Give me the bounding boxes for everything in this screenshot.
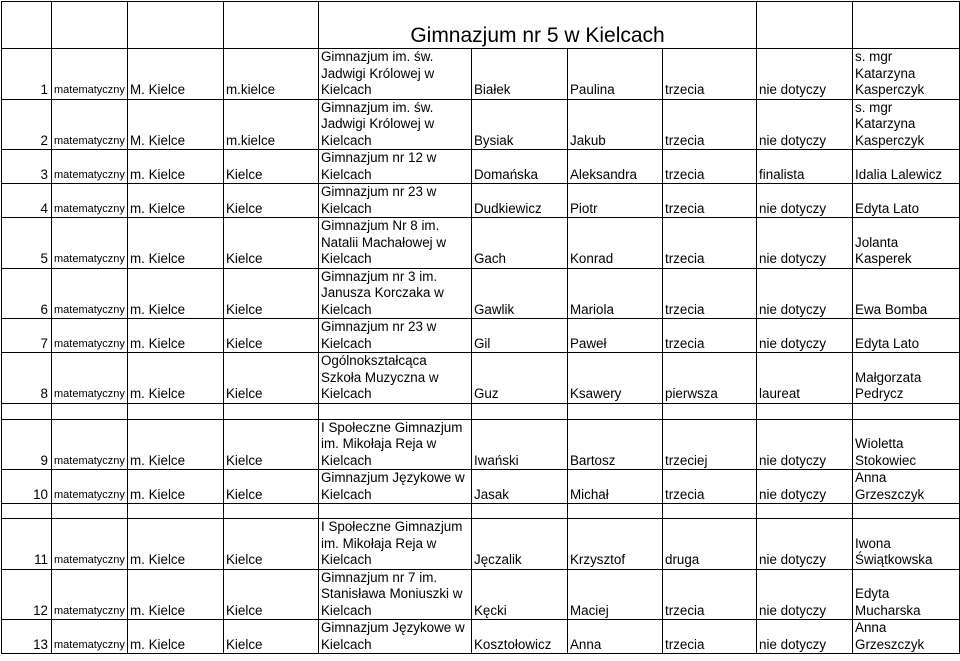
- city-cell: Kielce: [224, 268, 319, 319]
- grade-cell: trzecia: [663, 470, 757, 504]
- grade-cell: trzecia: [663, 569, 757, 620]
- region-cell: m. Kielce: [128, 319, 224, 353]
- region-cell: M. Kielce: [128, 49, 224, 100]
- region-cell: m. Kielce: [128, 419, 224, 470]
- result-cell: laureat: [757, 353, 853, 404]
- table-row: [2, 99, 960, 150]
- surname-cell: Jasak: [472, 470, 568, 504]
- page-title: Gimnazjum nr 5 w Kielcach: [319, 2, 757, 49]
- city-cell: Kielce: [224, 353, 319, 404]
- school-cell: I Społeczne Gimnazjum im. Mikołaja Reja w Kielcach: [319, 419, 472, 470]
- teacher-cell: Wioletta Stokowiec: [853, 419, 960, 470]
- result-cell: nie dotyczy: [757, 218, 853, 269]
- name-cell: Piotr: [568, 184, 663, 218]
- teacher-cell: Idalia Lalewicz: [853, 150, 960, 184]
- row-number: 9: [2, 419, 52, 470]
- name-cell: Krzysztof: [568, 519, 663, 570]
- region-cell: m. Kielce: [128, 184, 224, 218]
- table-row: [2, 353, 960, 404]
- surname-cell: Guz: [472, 353, 568, 404]
- region-cell: m. Kielce: [128, 519, 224, 570]
- city-cell: Kielce: [224, 150, 319, 184]
- name-cell: Paweł: [568, 319, 663, 353]
- surname-cell: Gil: [472, 319, 568, 353]
- teacher-cell: Anna Grzeszczyk: [853, 470, 960, 504]
- school-cell: Gimnazjum Językowe w Kielcach: [319, 620, 472, 654]
- subject-cell: matematyczny: [52, 470, 128, 504]
- school-cell: Ogólnokształcąca Szkoła Muzyczna w Kielcach: [319, 353, 472, 404]
- subject-cell: matematyczny: [52, 353, 128, 404]
- school-cell: Gimnazjum im. św. Jadwigi Królowej w Kielcach: [319, 49, 472, 100]
- surname-cell: Jęczalik: [472, 519, 568, 570]
- school-cell: I Społeczne Gimnazjum im. Mikołaja Reja w Kielcach: [319, 519, 472, 570]
- city-cell: m.kielce: [224, 49, 319, 100]
- subject-cell: matematyczny: [52, 620, 128, 654]
- row-number: 5: [2, 218, 52, 269]
- grade-cell: trzecia: [663, 620, 757, 654]
- school-cell: Gimnazjum nr 7 im. Stanisława Moniuszki w Kielcach: [319, 569, 472, 620]
- grade-cell: trzecia: [663, 184, 757, 218]
- city-cell: Kielce: [224, 319, 319, 353]
- teacher-cell: Jolanta Kasperek: [853, 218, 960, 269]
- result-cell: finalista: [757, 150, 853, 184]
- school-cell: Gimnazjum Językowe w Kielcach: [319, 470, 472, 504]
- region-cell: m. Kielce: [128, 569, 224, 620]
- row-number: 6: [2, 268, 52, 319]
- subject-cell: matematyczny: [52, 268, 128, 319]
- result-cell: nie dotyczy: [757, 519, 853, 570]
- region-cell: m. Kielce: [128, 353, 224, 404]
- subject-cell: matematyczny: [52, 569, 128, 620]
- city-cell: Kielce: [224, 218, 319, 269]
- school-cell: Gimnazjum im. św. Jadwigi Królowej w Kielcach: [319, 99, 472, 150]
- result-cell: nie dotyczy: [757, 319, 853, 353]
- grade-cell: trzecia: [663, 319, 757, 353]
- region-cell: M. Kielce: [128, 99, 224, 150]
- school-cell: Gimnazjum nr 3 im. Janusza Korczaka w Kielcach: [319, 268, 472, 319]
- table-row: [2, 620, 960, 654]
- school-cell: Gimnazjum nr 23 w Kielcach: [319, 184, 472, 218]
- surname-cell: Dudkiewicz: [472, 184, 568, 218]
- name-cell: Ksawery: [568, 353, 663, 404]
- name-cell: Aleksandra: [568, 150, 663, 184]
- name-cell: Paulina: [568, 49, 663, 100]
- grade-cell: trzecia: [663, 49, 757, 100]
- table-row: [2, 419, 960, 470]
- row-number: 11: [2, 519, 52, 570]
- city-cell: Kielce: [224, 519, 319, 570]
- table-row: [2, 268, 960, 319]
- region-cell: m. Kielce: [128, 268, 224, 319]
- city-cell: m.kielce: [224, 99, 319, 150]
- surname-cell: Kęcki: [472, 569, 568, 620]
- name-cell: Maciej: [568, 569, 663, 620]
- row-number: 10: [2, 470, 52, 504]
- subject-cell: matematyczny: [52, 519, 128, 570]
- name-cell: Mariola: [568, 268, 663, 319]
- region-cell: m. Kielce: [128, 218, 224, 269]
- subject-cell: matematyczny: [52, 150, 128, 184]
- table-row: [2, 184, 960, 218]
- teacher-cell: Małgorzata Pedrycz: [853, 353, 960, 404]
- subject-cell: matematyczny: [52, 218, 128, 269]
- teacher-cell: Edyta Lato: [853, 319, 960, 353]
- subject-cell: matematyczny: [52, 99, 128, 150]
- region-cell: m. Kielce: [128, 620, 224, 654]
- teacher-cell: s. mgr Katarzyna Kasperczyk: [853, 99, 960, 150]
- teacher-cell: Ewa Bomba: [853, 268, 960, 319]
- table-row: [2, 519, 960, 570]
- grade-cell: trzecia: [663, 150, 757, 184]
- result-cell: nie dotyczy: [757, 99, 853, 150]
- row-number: 1: [2, 49, 52, 100]
- name-cell: Anna: [568, 620, 663, 654]
- name-cell: Michał: [568, 470, 663, 504]
- surname-cell: Bysiak: [472, 99, 568, 150]
- teacher-cell: Edyta Mucharska: [853, 569, 960, 620]
- school-cell: Gimnazjum Nr 8 im. Natalii Machałowej w Kielcach: [319, 218, 472, 269]
- city-cell: Kielce: [224, 419, 319, 470]
- surname-cell: Iwański: [472, 419, 568, 470]
- row-number: 2: [2, 99, 52, 150]
- results-table: [1, 1, 960, 654]
- subject-cell: matematyczny: [52, 49, 128, 100]
- title-row: [2, 2, 960, 49]
- teacher-cell: s. mgr Katarzyna Kasperczyk: [853, 49, 960, 100]
- city-cell: Kielce: [224, 470, 319, 504]
- grade-cell: trzecia: [663, 268, 757, 319]
- row-number: 7: [2, 319, 52, 353]
- surname-cell: Białek: [472, 49, 568, 100]
- teacher-cell: Anna Grzeszczyk: [853, 620, 960, 654]
- name-cell: Jakub: [568, 99, 663, 150]
- name-cell: Konrad: [568, 218, 663, 269]
- row-number: 12: [2, 569, 52, 620]
- subject-cell: matematyczny: [52, 184, 128, 218]
- city-cell: Kielce: [224, 620, 319, 654]
- subject-cell: matematyczny: [52, 419, 128, 470]
- table-row: [2, 150, 960, 184]
- surname-cell: Kosztołowicz: [472, 620, 568, 654]
- table-row: [2, 319, 960, 353]
- surname-cell: Domańska: [472, 150, 568, 184]
- teacher-cell: Iwona Świątkowska: [853, 519, 960, 570]
- row-number: 4: [2, 184, 52, 218]
- grade-cell: trzeciej: [663, 419, 757, 470]
- result-cell: nie dotyczy: [757, 268, 853, 319]
- row-number: 8: [2, 353, 52, 404]
- result-cell: nie dotyczy: [757, 49, 853, 100]
- result-cell: nie dotyczy: [757, 569, 853, 620]
- school-cell: Gimnazjum nr 23 w Kielcach: [319, 319, 472, 353]
- surname-cell: Gawlik: [472, 268, 568, 319]
- city-cell: Kielce: [224, 184, 319, 218]
- table-row: [2, 218, 960, 269]
- school-cell: Gimnazjum nr 12 w Kielcach: [319, 150, 472, 184]
- row-number: 13: [2, 620, 52, 654]
- result-cell: nie dotyczy: [757, 620, 853, 654]
- surname-cell: Gach: [472, 218, 568, 269]
- grade-cell: trzecia: [663, 99, 757, 150]
- table-row: [2, 49, 960, 100]
- result-cell: nie dotyczy: [757, 184, 853, 218]
- teacher-cell: Edyta Lato: [853, 184, 960, 218]
- result-cell: nie dotyczy: [757, 419, 853, 470]
- grade-cell: trzecia: [663, 218, 757, 269]
- name-cell: Bartosz: [568, 419, 663, 470]
- table-row: [2, 470, 960, 504]
- subject-cell: matematyczny: [52, 319, 128, 353]
- city-cell: Kielce: [224, 569, 319, 620]
- spacer-row: [2, 504, 960, 519]
- region-cell: m. Kielce: [128, 150, 224, 184]
- grade-cell: pierwsza: [663, 353, 757, 404]
- grade-cell: druga: [663, 519, 757, 570]
- row-number: 3: [2, 150, 52, 184]
- spacer-row: [2, 403, 960, 419]
- table-row: [2, 569, 960, 620]
- result-cell: nie dotyczy: [757, 470, 853, 504]
- region-cell: m. Kielce: [128, 470, 224, 504]
